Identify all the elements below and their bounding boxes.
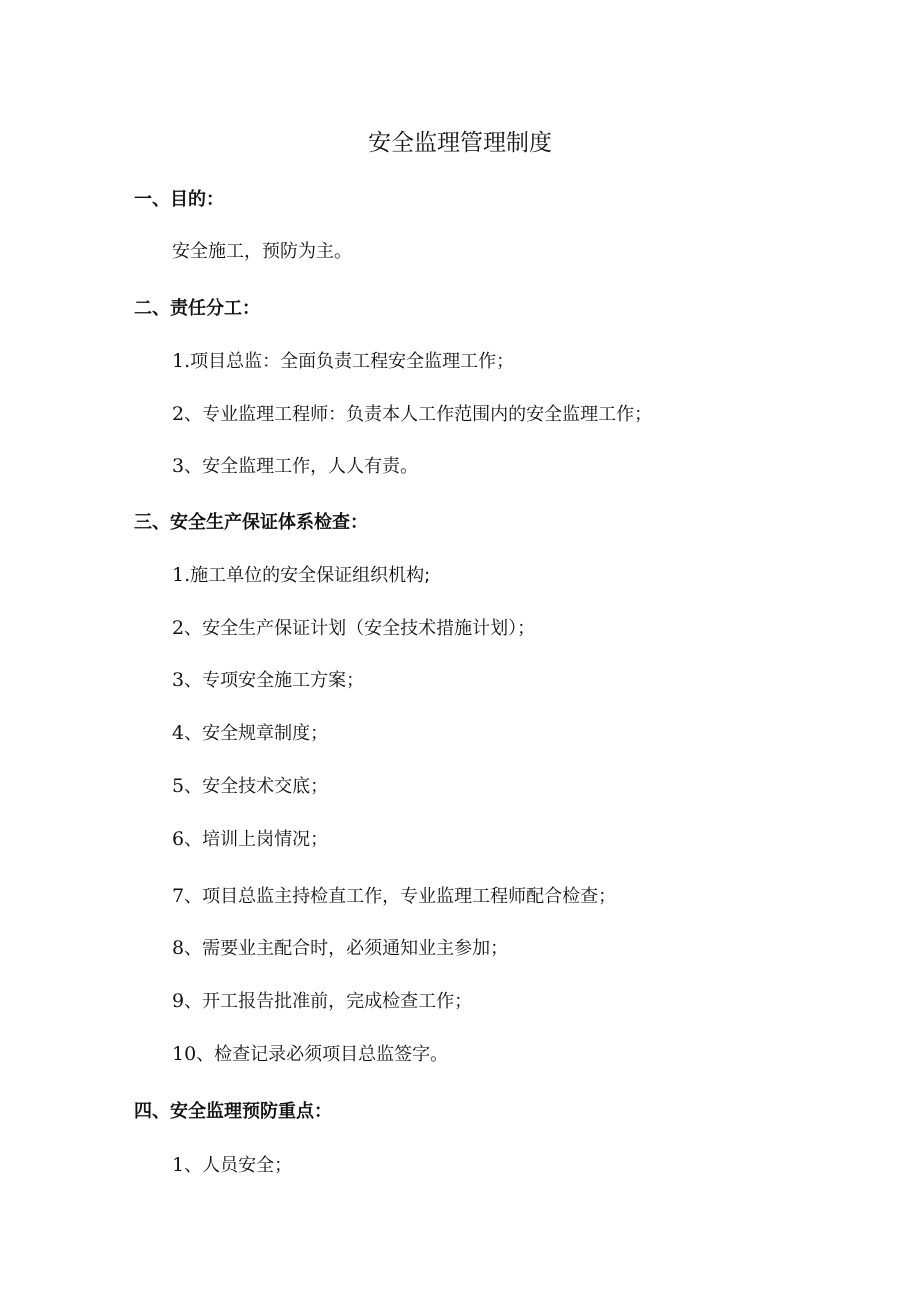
list-item	[172, 934, 508, 963]
list-item-text: 、检查记录必须项目总监签字。	[196, 1044, 449, 1065]
list-item-text: 、安全规章制度；	[184, 723, 329, 744]
list-item-text: 、安全技术交底；	[184, 776, 329, 797]
list-item-number: 5	[172, 775, 185, 797]
list-item-text: 施工单位的安全保证组织机构;	[190, 565, 431, 586]
section-heading-purpose: 一、目的：	[134, 189, 224, 210]
list-item	[172, 400, 652, 429]
list-item-text: 、专项安全施工方案；	[184, 670, 365, 691]
list-item-number: 7	[172, 885, 185, 907]
list-item-number: 1.	[172, 564, 191, 586]
list-item	[172, 1040, 448, 1069]
list-item	[172, 666, 364, 695]
list-item-text: 、开工报告批准前，完成检查工作；	[184, 991, 473, 1012]
list-item-number: 1.	[172, 350, 191, 372]
list-item-number: 3	[172, 669, 185, 691]
list-item	[172, 614, 535, 643]
document-title: 安全监理管理制度	[368, 130, 552, 156]
section-heading-responsibilities: 二、责任分工：	[134, 298, 260, 319]
list-item-number: 6	[172, 828, 185, 850]
list-item-text: 、需要业主配合时，必须通知业主参加；	[184, 938, 509, 959]
list-item-text: 项目总监：全面负责工程安全监理工作；	[190, 351, 515, 372]
list-item-text: 、专业监理工程师：负责本人工作范围内的安全监理工作；	[184, 404, 653, 425]
list-item-number: 2	[172, 617, 185, 639]
list-item	[172, 719, 328, 748]
list-item-number: 9	[172, 990, 185, 1012]
list-item	[172, 238, 352, 266]
list-item-text: 安全施工，预防为主。	[172, 241, 352, 262]
list-item-number: 3	[172, 455, 185, 477]
list-item-number: 10	[172, 1043, 197, 1065]
list-item	[172, 987, 472, 1016]
list-item	[172, 452, 418, 481]
list-item-number: 4	[172, 722, 185, 744]
section-heading-prevention-focus: 四、安全监理预防重点：	[134, 1101, 332, 1122]
list-item	[172, 347, 514, 376]
list-item-number: 2	[172, 403, 185, 425]
list-item	[172, 1151, 292, 1180]
list-item-text: 、培训上岗情况；	[184, 829, 329, 850]
list-item-number: 1	[172, 1154, 185, 1176]
list-item	[172, 772, 328, 801]
list-item	[172, 882, 616, 911]
list-item	[172, 561, 430, 590]
list-item-text: 、项目总监主持检直工作，专业监理工程师配合检查；	[184, 886, 617, 907]
section-heading-safety-system-check: 三、安全生产保证体系检查：	[134, 512, 368, 533]
list-item-text: 、人员安全；	[184, 1155, 293, 1176]
list-item-text: 、安全监理工作，人人有责。	[184, 456, 419, 477]
list-item-text: 、安全生产保证计划（安全技术措施计划）；	[184, 618, 536, 639]
list-item-number: 8	[172, 937, 185, 959]
list-item	[172, 825, 328, 854]
